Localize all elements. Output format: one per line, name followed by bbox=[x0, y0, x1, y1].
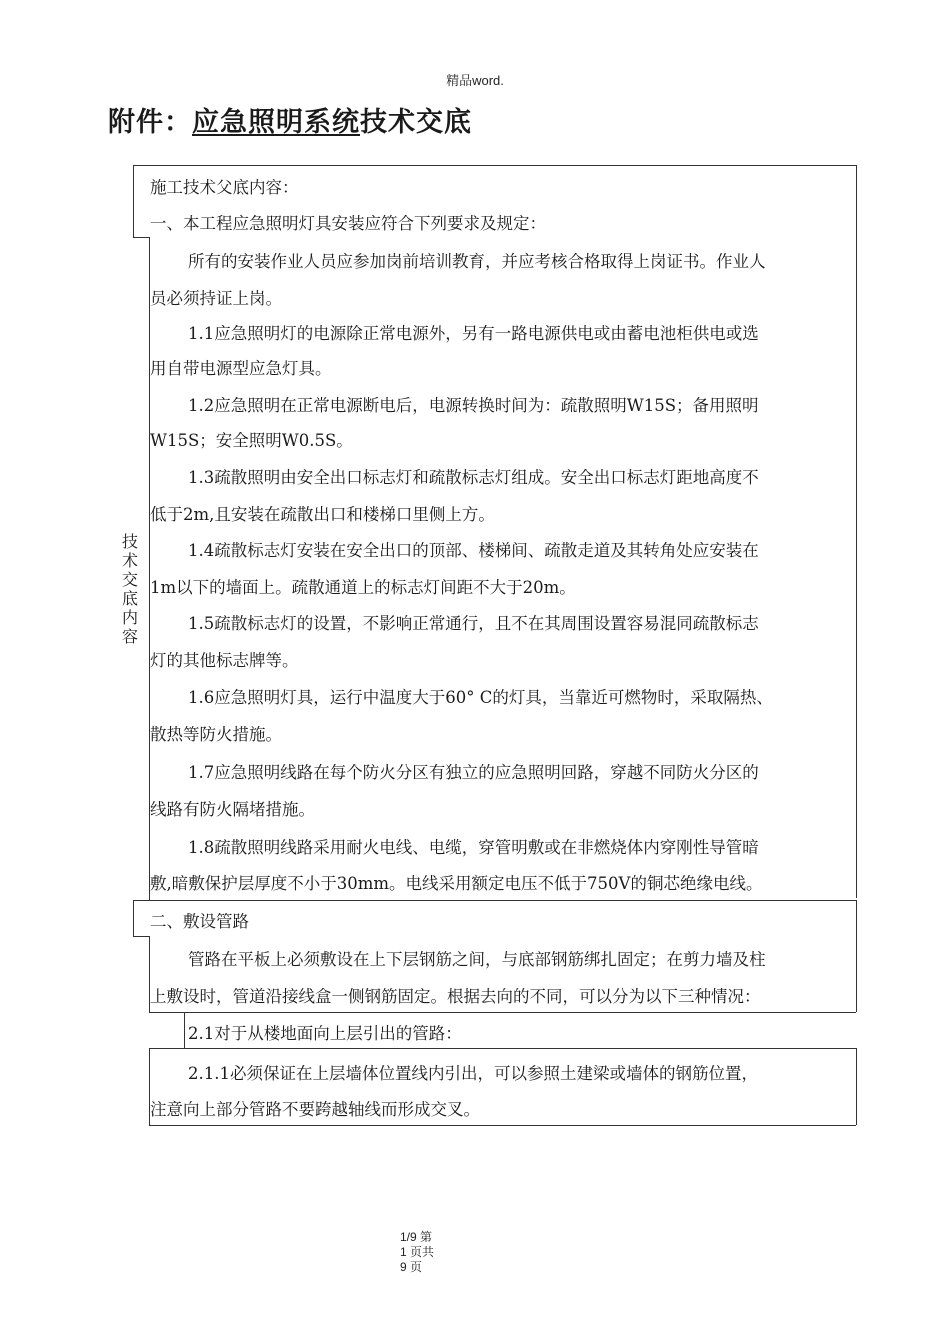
body-line: 1.3疏散照明由安全出口标志灯和疏散标志灯组成。安全出口标志灯距地高度不 bbox=[188, 468, 759, 487]
page-number-line-1: 1/9 第 bbox=[400, 1230, 433, 1244]
section2-line: 上敷设时，管道沿接线盒一侧钢筋固定。根据去向的不同，可以分为以下三种情况： bbox=[150, 987, 761, 1006]
body-line: 1.1应急照明灯的电源除正常电源外，另有一路电源供电或由蓄电池柜供电或选 bbox=[188, 324, 759, 343]
title-underlined: 应急照明系统 bbox=[192, 107, 360, 138]
table-border-right-4 bbox=[856, 1048, 857, 1125]
body-line: 1.5疏散标志灯的设置，不影响正常通行，且不在其周围设置容易混同疏散标志 bbox=[188, 614, 759, 633]
table-row-sep-2 bbox=[133, 900, 856, 901]
body-line: 1.2应急照明在正常电源断电后，电源转换时间为：疏散照明W15S；备用照明 bbox=[188, 396, 759, 415]
header-note: 精品word. bbox=[446, 73, 504, 88]
body-line: 1.7应急照明线路在每个防火分区有独立的应急照明回路，穿越不同防火分区的 bbox=[188, 763, 759, 782]
title-prefix: 附件： bbox=[108, 107, 192, 138]
intro-line-1: 施工技术父底内容： bbox=[150, 178, 299, 197]
body-line: 1.4疏散标志灯安装在安全出口的顶部、楼梯间、疏散走道及其转角处应安装在 bbox=[188, 541, 759, 560]
table-border-left-2 bbox=[133, 900, 134, 936]
page-title bbox=[108, 100, 472, 139]
table-inner-left-3 bbox=[184, 1012, 185, 1048]
body-line: 用自带电源型应急灯具。 bbox=[150, 359, 332, 378]
body-line: 1m以下的墙面上。疏散通道上的标志灯间距不大于20m。 bbox=[150, 578, 576, 597]
body-line: 线路有防火隔堵措施。 bbox=[150, 800, 315, 819]
subsection-2-1-1-line: 注意向上部分管路不要跨越轴线而形成交叉。 bbox=[150, 1100, 480, 1119]
body-line: W15S；安全照明W0.5S。 bbox=[150, 431, 353, 450]
page-number bbox=[380, 1230, 460, 1275]
page-number-line-3: 9 页 bbox=[400, 1260, 423, 1274]
title-suffix: 技术交底 bbox=[360, 107, 472, 138]
section-side-label: 技术交底内容 bbox=[121, 532, 138, 646]
table-border-left-top bbox=[133, 165, 134, 237]
body-line: 员必须持证上岗。 bbox=[150, 289, 282, 308]
table-border-bottom bbox=[149, 1125, 856, 1126]
body-line: 敷,暗敷保护层厚度不小于30mm。电线采用额定电压不低于750V的铜芯绝缘电线。 bbox=[150, 874, 763, 893]
body-line: 所有的安装作业人员应参加岗前培训教育，并应考核合格取得上岗证书。作业人 bbox=[188, 252, 766, 271]
table-stub-1 bbox=[133, 237, 149, 238]
table-row-sep-4 bbox=[149, 1048, 856, 1049]
body-line: 1.8疏散照明线路采用耐火电线、电缆，穿管明敷或在非燃烧体内穿刚性导管暗 bbox=[188, 838, 759, 857]
body-line: 散热等防火措施。 bbox=[150, 725, 282, 744]
table-stub-2 bbox=[133, 936, 149, 937]
body-line: 低于2m,且安装在疏散出口和楼梯口里侧上方。 bbox=[150, 505, 495, 524]
table-border-top bbox=[133, 165, 856, 166]
subsection-2-1-1-line: 2.1.1必须保证在上层墙体位置线内引出，可以参照土建梁或墙体的钢筋位置， bbox=[188, 1064, 758, 1083]
body-line: 灯的其他标志牌等。 bbox=[150, 651, 299, 670]
table-row-sep-3 bbox=[149, 1012, 856, 1013]
page-number-line-2: 1 页共 bbox=[400, 1245, 435, 1259]
section2-line: 管路在平板上必须敷设在上下层钢筋之间，与底部钢筋绑扎固定；在剪力墙及柱 bbox=[188, 950, 766, 969]
body-line: 1.6应急照明灯具，运行中温度大于60° C的灯具，当靠近可燃物时，采取隔热、 bbox=[188, 688, 773, 707]
subsection-2-1-heading: 2.1对于从楼地面向上层引出的管路： bbox=[188, 1024, 462, 1043]
intro-line-2: 一、本工程应急照明灯具安装应符合下列要求及规定： bbox=[150, 214, 546, 233]
section2-heading: 二、敷设管路 bbox=[150, 912, 249, 931]
table-border-right-2 bbox=[856, 900, 857, 1012]
table-border-right bbox=[856, 165, 857, 898]
